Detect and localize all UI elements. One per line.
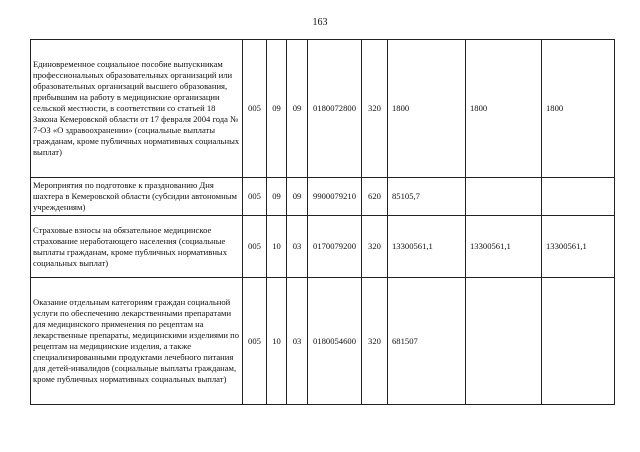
ministry-code: 005 (243, 278, 267, 405)
page-number: 163 (312, 17, 328, 28)
target-article-code: 0180054600 (308, 278, 362, 405)
amount-year-2 (466, 278, 542, 405)
amount-year-3: 13300561,1 (542, 216, 615, 278)
expense-type-code: 620 (362, 178, 388, 216)
ministry-code: 005 (243, 40, 267, 178)
expense-type-code: 320 (362, 40, 388, 178)
section-code: 09 (267, 40, 287, 178)
amount-year-2: 1800 (466, 40, 542, 178)
target-article-code: 0180072800 (308, 40, 362, 178)
table-row (31, 178, 615, 216)
row-description: Единовременное социальное пособие выпускникам профессиональных образовательных организаций или образовательных организаций высшего образования, прибывшим на работу в медицинские организации сельской местности, в соответствии со статьей 18 Закона Кемеровской области от 17 февраля 2004 года № 7-ОЗ «О здравоохранении» (социальные выплаты гражданам, кроме публичных нормативных социальных выплат) (31, 40, 243, 178)
budget-table (30, 39, 615, 405)
row-description: Страховые взносы на обязательное медицинское страхование неработающего населения (социальные выплаты гражданам, кроме публичных нормативных социальных выплат) (31, 216, 243, 278)
expense-type-code: 320 (362, 278, 388, 405)
amount-year-3 (542, 278, 615, 405)
section-code: 09 (267, 178, 287, 216)
table-row (31, 216, 615, 278)
amount-year-1: 681507 (388, 278, 466, 405)
subsection-code: 03 (287, 278, 308, 405)
amount-year-3: 1800 (542, 40, 615, 178)
expense-type-code: 320 (362, 216, 388, 278)
target-article-code: 9900079210 (308, 178, 362, 216)
target-article-code: 0170079200 (308, 216, 362, 278)
section-code: 10 (267, 216, 287, 278)
amount-year-2 (466, 178, 542, 216)
amount-year-1: 13300561,1 (388, 216, 466, 278)
subsection-code: 09 (287, 40, 308, 178)
amount-year-1: 1800 (388, 40, 466, 178)
ministry-code: 005 (243, 178, 267, 216)
table-row (31, 278, 615, 405)
subsection-code: 09 (287, 178, 308, 216)
row-description: Мероприятия по подготовке к празднованию Дня шахтера в Кемеровской области (субсидии автономным учреждениям) (31, 178, 243, 216)
section-code: 10 (267, 278, 287, 405)
ministry-code: 005 (243, 216, 267, 278)
subsection-code: 03 (287, 216, 308, 278)
amount-year-2: 13300561,1 (466, 216, 542, 278)
table-row (31, 40, 615, 178)
amount-year-1: 85105,7 (388, 178, 466, 216)
row-description: Оказание отдельным категориям граждан социальной услуги по обеспечению лекарственными препаратами для медицинского применения по рецептам на лекарственные препараты, медицинскими изделиями по рецептам на медицинские изделия, а также специализированными продуктами лечебного питания для детей-инвалидов (социальные выплаты гражданам, кроме публичных нормативных социальных выплат) (31, 278, 243, 405)
amount-year-3 (542, 178, 615, 216)
